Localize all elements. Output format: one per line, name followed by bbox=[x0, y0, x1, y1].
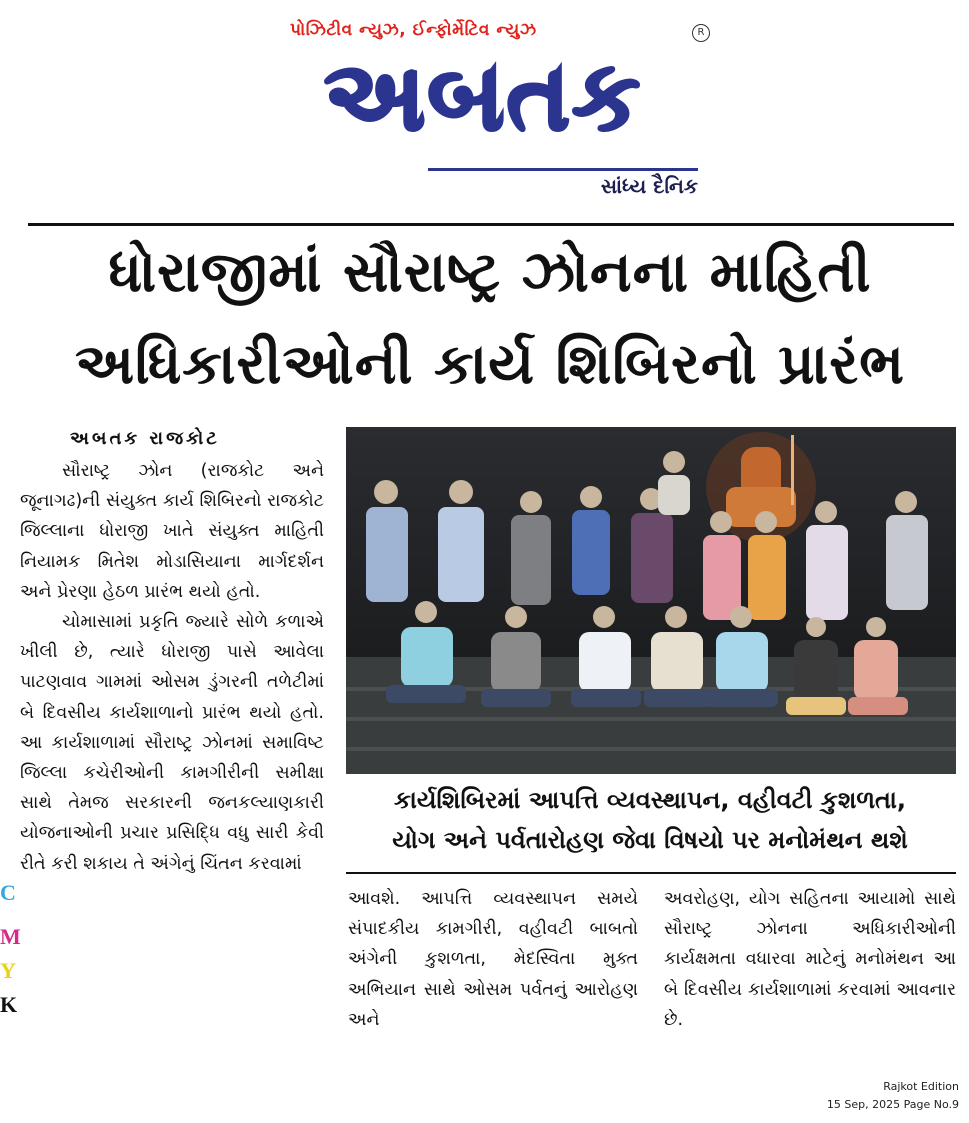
registered-trademark-icon: R bbox=[692, 24, 710, 42]
masthead-subtitle: સાંધ્ય દૈનિક bbox=[600, 174, 698, 198]
headline-line-1: ધોરાજીમાં સૌરાષ્ટ્ર ઝોનના માહિતી bbox=[108, 240, 872, 305]
edition-label: Rajkot Edition bbox=[883, 1080, 959, 1093]
caption-divider bbox=[346, 872, 956, 874]
caption-line-2: યોગ અને પર્વતારોહણ જેવા વિષયો પર મનોમંથન થશે bbox=[392, 826, 908, 854]
article-body-col-2: આવશે. આપત્તિ વ્યવસ્થાપન સમયે સંપાદકીય કામગીરી, વહીવટી બાબતો અંગેની કુશળતા, મેદસ્વિતા મુક્ત અભિયાન સાથે ઓસમ પર્વતનું આરોહણ અને bbox=[348, 889, 638, 1030]
logo-text: અબતક bbox=[324, 40, 642, 152]
masthead-divider bbox=[28, 223, 954, 226]
paragraph: ચોમાસામાં પ્રકૃતિ જ્યારે સોળે કળાએ ખીલી છે, ત્યારે ધોરાજી પાસે આવેલા પાટણવાવ ગામમાં ઓસમ ડુંગરની તળેટીમાં બે દિવસીય કાર્યશાળાનો પ્રારંભ થયો હતો. આ કાર્યશાળામાં સૌરાષ્ટ્ર ઝોનમાં સમાવિષ્ટ જિલ્લા કચેરીઓની કામગીરીની સમીક્ષા સાથે તેમજ સરકારની જનકલ્યાણકારી યોજનાઓની પ્રચાર પ્રસિદ્ધિ વધુ સારી કેવી રીતે કરી શકાય તે અંગેનું ચિંતન કરવામાં bbox=[20, 612, 324, 874]
logo-underline bbox=[428, 168, 698, 171]
cmyk-mark-m: M bbox=[0, 924, 21, 949]
article-body-col-3: અવરોહણ, યોગ સહિતના આયામો સાથે સૌરાષ્ટ્ર ઝોનના અધિકારીઓની કાર્યક્ષમતા વધારવા માટેનું મનોમંથન આ બે દિવસીય કાર્યશાળામાં કરવામાં આવનાર છે. bbox=[664, 889, 956, 1030]
date-page-label: 15 Sep, 2025 Page No.9 bbox=[826, 1098, 959, 1111]
article-body-left bbox=[20, 456, 324, 879]
dateline: અબતક રાજકોટ bbox=[70, 428, 220, 449]
photo-caption bbox=[340, 780, 960, 860]
masthead-tagline: પોઝિટીવ ન્યુઝ, ઈન્ફોર્મેટિવ ન્યુઝ bbox=[290, 20, 537, 40]
cmyk-mark-y: Y bbox=[0, 958, 16, 983]
group-photo bbox=[346, 427, 956, 774]
cmyk-mark-k: K bbox=[0, 992, 18, 1017]
group-photo-illustration bbox=[346, 427, 956, 774]
newspaper-logo bbox=[258, 40, 708, 160]
caption-line-1: કાર્યશિબિરમાં આપત્તિ વ્યવસ્થાપન, વહીવટી કુશળતા, bbox=[394, 786, 906, 814]
cmyk-mark-c: C bbox=[0, 880, 16, 905]
paragraph: સૌરાષ્ટ્ર ઝોન (રાજકોટ અને જૂનાગઢ)ની સંયુક્ત કાર્ય શિબિરનો રાજકોટ જિલ્લાના ધોરાજી ખાતે સંયુક્ત માહિતી નિયામક મિતેશ મોડાસિયાના માર્ગદર્શન અને પ્રેરણા હેઠળ પ્રારંભ થયો હતો. bbox=[20, 461, 324, 602]
headline-line-2: અધિકારીઓની કાર્ય શિબિરનો પ્રારંભ bbox=[74, 332, 906, 397]
